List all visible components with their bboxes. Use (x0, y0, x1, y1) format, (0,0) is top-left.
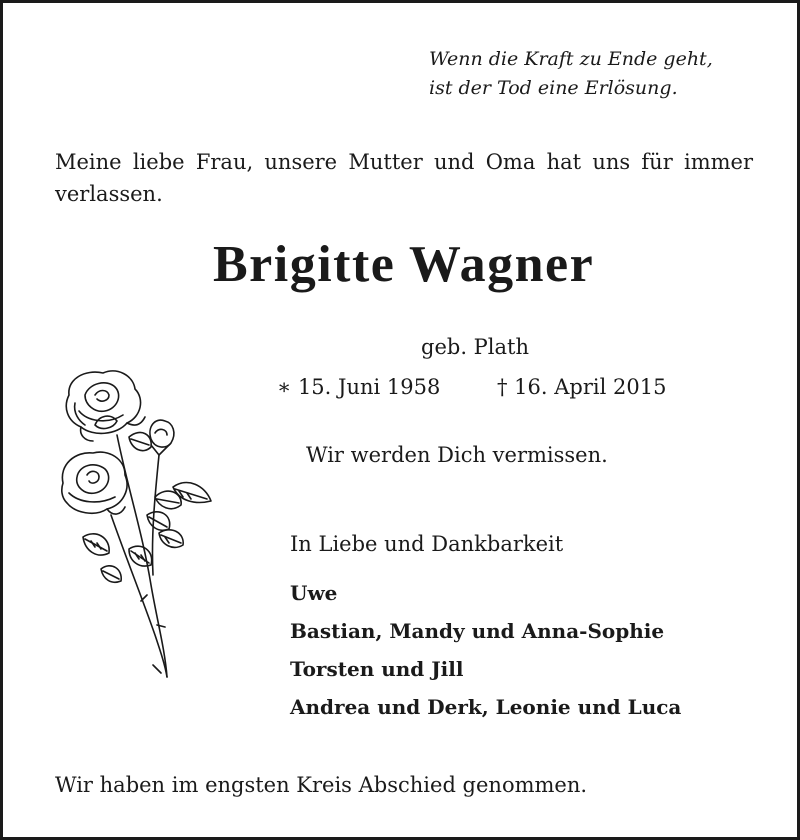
motto-line-2: ist der Tod eine Erlösung. (429, 77, 678, 99)
family-member: Bastian, Mandy und Anna-Sophie (290, 619, 665, 643)
maiden-name: geb. Plath (421, 335, 529, 359)
family-list (290, 574, 681, 726)
closing-text: Wir haben im engsten Kreis Abschied genommen. (55, 773, 588, 797)
family-member: Torsten und Jill (290, 657, 464, 681)
deceased-name: Brigitte Wagner (213, 236, 595, 293)
birth-date: ∗ 15. Juni 1958 (277, 375, 441, 399)
motto (429, 45, 713, 103)
rose-illustration-icon (55, 365, 223, 685)
family-member: Uwe (290, 581, 338, 605)
death-date: † 16. April 2015 (497, 375, 667, 399)
miss-text: Wir werden Dich vermissen. (306, 443, 608, 467)
thanks-line: In Liebe und Dankbarkeit (290, 532, 564, 556)
intro-text: Meine liebe Frau, unsere Mutter und Oma hat uns für immer verlassen. (55, 150, 753, 206)
family-member: Andrea und Derk, Leonie und Luca (290, 695, 682, 719)
motto-line-1: Wenn die Kraft zu Ende geht, (429, 48, 713, 70)
